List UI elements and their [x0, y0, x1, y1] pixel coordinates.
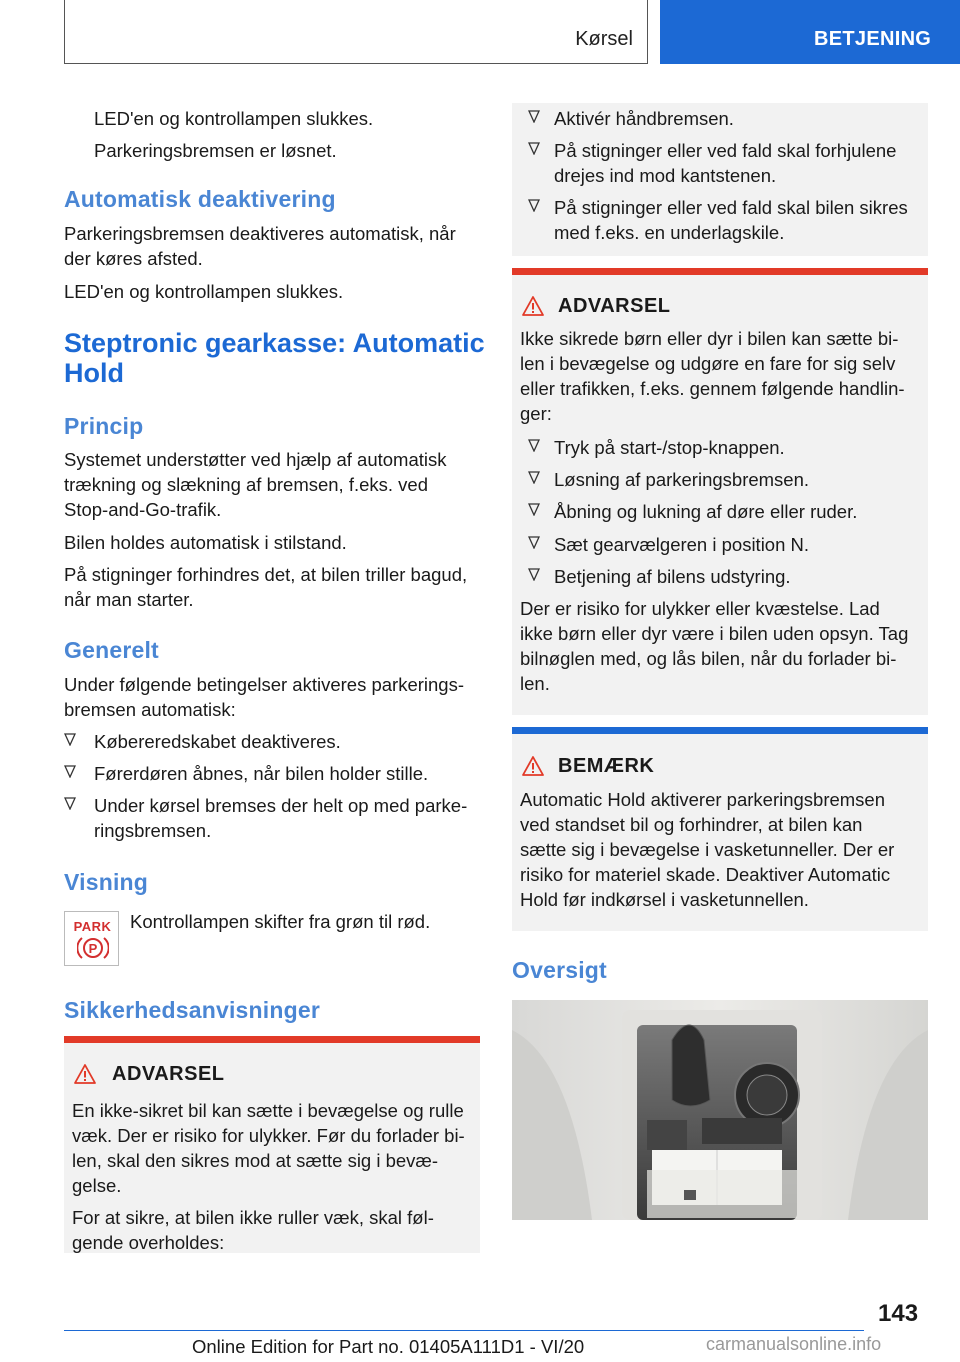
caution-triangle-icon: [521, 755, 545, 777]
list-item-text: På stigninger eller ved fald skal bilen sikres: [554, 197, 908, 218]
list-item-text: Førerdøren åbnes, når bilen holder stille.: [94, 763, 429, 784]
heading-visning: Visning: [64, 869, 149, 895]
text-line: ger:: [520, 403, 552, 424]
triangle-bullet-icon: [64, 796, 76, 810]
center-console-image: [512, 1000, 928, 1220]
triangle-bullet-icon: [528, 109, 540, 123]
footer-edition: Online Edition for Part no. 01405A111D1 - VI/20: [192, 1336, 585, 1357]
text-line: ved standset bil og forhindrer, at bilen kan: [520, 814, 863, 835]
heading-sikkerhedsanvisninger: Sikkerhedsanvisninger: [64, 997, 321, 1023]
warning-title: ADVARSEL: [112, 1063, 225, 1085]
triangle-bullet-icon: [528, 141, 540, 155]
footer-rule: [64, 1330, 864, 1331]
heading-automatisk-deaktivering: Automatisk deaktivering: [64, 186, 336, 212]
triangle-bullet-icon: [528, 567, 540, 581]
header-section-title: Kørsel: [575, 28, 633, 50]
triangle-bullet-icon: [528, 535, 540, 549]
text-line: Parkeringsbremsen er løsnet.: [94, 140, 337, 161]
text-line: der køres afsted.: [64, 248, 203, 269]
list-item-text: Løsning af parkeringsbremsen.: [554, 469, 810, 490]
heading-oversigt: Oversigt: [512, 957, 607, 983]
footer-watermark: carmanualsonline.info: [706, 1334, 882, 1354]
header-tab[interactable]: [660, 0, 960, 64]
text-line: bilnøglen med, og lås bilen, når du forlader bi-: [520, 648, 897, 669]
triangle-bullet-icon: [528, 198, 540, 212]
text-line: LED'en og kontrollampen slukkes.: [64, 281, 344, 302]
triangle-bullet-icon: [64, 732, 76, 746]
list-item-text: Tryk på start-/stop-knappen.: [554, 437, 785, 458]
text-line: Der er risiko for ulykker eller kvæstelse. Lad: [520, 598, 880, 619]
park-letter: P: [88, 941, 98, 956]
warning-triangle-icon: [521, 295, 545, 317]
text-line: len, skal den sikres mod at sætte sig i bevæ-: [72, 1150, 439, 1171]
text-line: ikke børn eller dyr være i bilen uden opsyn. Tag: [520, 623, 909, 644]
text-line: når man starter.: [64, 589, 194, 610]
text-line: trækning og slækning af bremsen, f.eks. ved: [64, 474, 429, 495]
text-line: Ikke sikrede børn eller dyr i bilen kan sætte bi-: [520, 328, 899, 349]
warning-triangle-icon: [73, 1063, 97, 1085]
note-bar: [512, 727, 928, 734]
text-line: Parkeringsbremsen deaktiveres automatisk, når: [64, 223, 456, 244]
text-line: Automatic Hold aktiverer parkeringsbremsen: [520, 789, 886, 810]
header-tab-label: BETJENING: [814, 28, 932, 50]
text-line: risiko for materiel skade. Deaktiver Automatic: [520, 864, 891, 885]
page-number: 143: [878, 1300, 919, 1327]
park-indicator-icon: [64, 911, 119, 966]
text-line: len.: [520, 673, 550, 694]
text-line: For at sikre, at bilen ikke ruller væk, skal føl-: [72, 1207, 434, 1228]
text-line: Kontrollampen skifter fra grøn til rød.: [130, 911, 431, 932]
text-line: væk. Der er risiko for ulykker. Før du forlader bi-: [72, 1125, 465, 1146]
warning-bar: [512, 268, 928, 275]
text-line: Bilen holdes automatisk i stilstand.: [64, 532, 347, 553]
list-item-text: Sæt gearvælgeren i position N.: [554, 534, 810, 555]
list-item-text: ringsbremsen.: [94, 820, 212, 841]
list-item-text: drejes ind mod kantstenen.: [554, 165, 777, 186]
triangle-bullet-icon: [528, 470, 540, 484]
list-item-text: Betjening af bilens udstyring.: [554, 566, 791, 587]
park-label: PARK: [73, 919, 112, 934]
text-line: En ikke-sikret bil kan sætte i bevægelse og rulle: [72, 1100, 464, 1121]
heading-generelt: Generelt: [64, 637, 159, 663]
text-line: eller trafikken, f.eks. gennem følgende handlin-: [520, 378, 905, 399]
text-line: LED'en og kontrollampen slukkes.: [94, 108, 374, 129]
text-line: Under følgende betingelser aktiveres parkerings-: [64, 674, 465, 695]
heading-princip: Princip: [64, 413, 144, 439]
heading-steptronic-line2: Hold: [64, 358, 124, 388]
triangle-bullet-icon: [528, 502, 540, 516]
warning-title: ADVARSEL: [558, 295, 671, 317]
list-item-text: Åbning og lukning af døre eller ruder.: [554, 501, 858, 522]
text-line: sætte sig i bevægelse i vasketunneller. Der er: [520, 839, 895, 860]
warning-bar: [64, 1036, 480, 1043]
list-item-text: Aktivér håndbremsen.: [554, 108, 734, 129]
triangle-bullet-icon: [64, 764, 76, 778]
text-line: bremsen automatisk:: [64, 699, 236, 720]
list-item-text: Under kørsel bremses der helt op med parke-: [94, 795, 468, 816]
text-line: len i bevægelse og udgøre en fare for sig selv: [520, 353, 896, 374]
note-title: BEMÆRK: [558, 755, 655, 777]
text-line: Systemet understøtter ved hjælp af automatisk: [64, 449, 447, 470]
parking-brake-symbol: [77, 935, 109, 961]
triangle-bullet-icon: [528, 438, 540, 452]
header-box: [64, 0, 648, 64]
text-line: gende overholdes:: [72, 1232, 225, 1253]
heading-steptronic-line1: Steptronic gearkasse: Automatic: [64, 328, 485, 358]
list-item-text: På stigninger eller ved fald skal forhjulene: [554, 140, 897, 161]
text-line: Stop-and-Go-trafik.: [64, 499, 222, 520]
text-line: På stigninger forhindres det, at bilen triller bagud,: [64, 564, 468, 585]
list-item-text: Købereredskabet deaktiveres.: [94, 731, 341, 752]
text-line: gelse.: [72, 1175, 122, 1196]
list-item-text: med f.eks. en underlagskile.: [554, 222, 785, 243]
text-line: Hold før indkørsel i vasketunnellen.: [520, 889, 809, 910]
